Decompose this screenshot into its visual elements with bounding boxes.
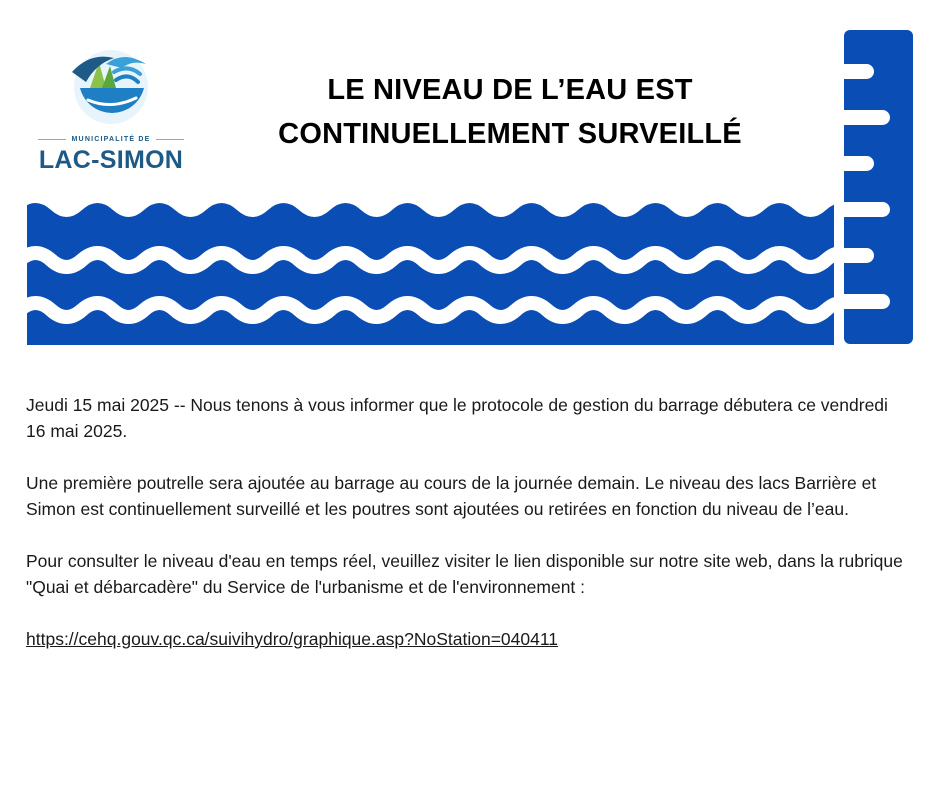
water-level-link[interactable]: https://cehq.gouv.qc.ca/suivihydro/graphique.asp?NoStation=040411 bbox=[26, 629, 559, 649]
water-gauge-icon bbox=[836, 30, 913, 344]
title-line-1: LE NIVEAU DE L’EAU EST bbox=[327, 74, 693, 106]
paragraph-date: Jeudi 15 mai 2025 -- Nous tenons à vous informer que le protocole de gestion du barrage débutera ce vendredi 16 mai 2025. bbox=[26, 395, 888, 441]
paragraph-details: Une première poutrelle sera ajoutée au barrage au cours de la journée demain. Le niveau des lacs Barrière et Simon est continuellement surveillé et les poutres sont ajoutées ou retirées en fonction du niveau de l’eau. bbox=[26, 473, 877, 519]
title-line-2: CONTINUELLEMENT SURVEILLÉ bbox=[278, 118, 742, 150]
water-level-illustration bbox=[0, 0, 940, 360]
logo-name: LAC-SIMON bbox=[38, 146, 184, 174]
water-waves-icon bbox=[20, 203, 888, 350]
announcement-body bbox=[26, 392, 906, 678]
paragraph-consult: Pour consulter le niveau d'eau en temps réel, veuillez visiter le lien disponible sur notre site web, dans la rubrique "Quai et débarcadère" du Service de l'urbanisme et de l'environnement : bbox=[26, 551, 903, 597]
logo-line1: MUNICIPALITÉ DE bbox=[71, 136, 151, 143]
